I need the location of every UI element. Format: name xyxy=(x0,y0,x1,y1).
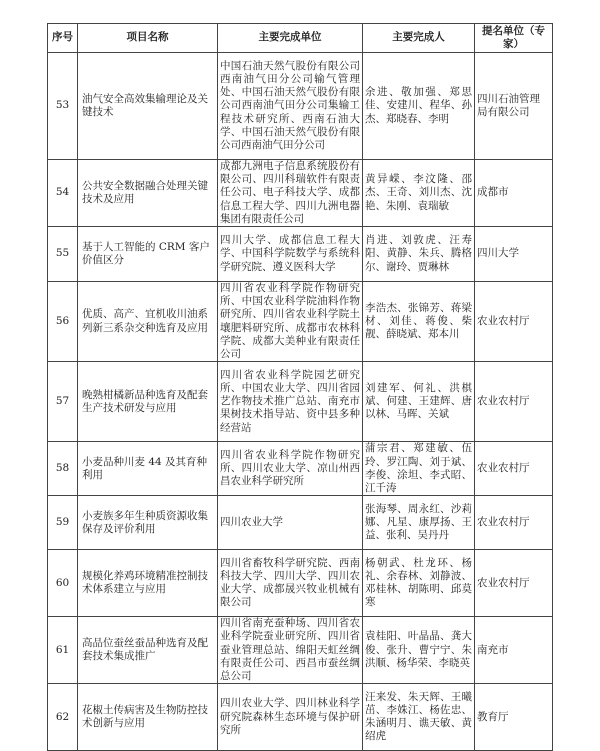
project-name: 公共安全数据融合处理关键技术及应用 xyxy=(78,160,218,227)
nominating-unit: 成都市 xyxy=(475,160,553,227)
completing-units: 中国石油天然气股份有限公司西南油气田分公司输气管理处、中国石油天然气股份有限公司西南油气田分公司集输工程技术研究所、西南石油大学、中国石油天然气股份有限公司西南油气田分公司 xyxy=(218,53,363,160)
project-name: 晚熟柑橘新品种选育及配套生产技术研发与应用 xyxy=(78,362,218,442)
completing-people: 刘建军、何礼、洪棋斌、何建、王建辉、唐以林、马晖、关斌 xyxy=(363,362,475,442)
row-number: 53 xyxy=(48,53,78,160)
completing-units: 四川农业大学 xyxy=(218,496,363,550)
nominating-unit: 农业农村厅 xyxy=(475,362,553,442)
completing-units: 四川省畜牧科学研究院、西南科技大学、四川大学、四川农业大学、成都晟兴牧业机械有限公司 xyxy=(218,550,363,617)
table-row xyxy=(48,362,553,442)
completing-units: 四川省农业科学院作物研究所、中国农业科学院油料作物研究所、四川省农业科学院土壤肥料研究所、成都市农林科学院、成都大美种业有限责任公司 xyxy=(218,282,363,362)
header-row xyxy=(48,24,553,53)
document-page xyxy=(47,23,553,751)
nominating-unit: 南充市 xyxy=(475,617,553,684)
completing-people: 杨朝武、杜龙环、杨礼、余春林、刘静波、邓桂林、胡陈明、邱莫寒 xyxy=(363,550,475,617)
project-name: 油气安全高效集输理论及关键技术 xyxy=(78,53,218,160)
table-row xyxy=(48,496,553,550)
header-no: 序号 xyxy=(48,24,78,53)
completing-units: 四川省农业科学院作物研究所、四川农业大学、凉山州西昌农业科学研究所 xyxy=(218,442,363,496)
completing-people: 汪来发、朱天辉、王曦茁、李姝江、杨佐忠、朱涵明月、谯天敏、黄绍虎 xyxy=(363,684,475,751)
completing-people: 黄异嵘、李汶隆、邵杰、王奇、刘川杰、沈艳、朱刚、袁瑞敏 xyxy=(363,160,475,227)
completing-people: 李浩杰、张锦芳、蒋梁材、刘佳、蒋俊、柴靓、薛晓斌、郑本川 xyxy=(363,282,475,362)
header-units: 主要完成单位 xyxy=(218,24,363,53)
completing-units: 四川大学、成都信息工程大学、中国科学院数学与系统科学研究院、遵义医科大学 xyxy=(218,227,363,282)
table-row xyxy=(48,282,553,362)
row-number: 56 xyxy=(48,282,78,362)
row-number: 55 xyxy=(48,227,78,282)
table-row xyxy=(48,227,553,282)
project-name: 基于人工智能的 CRM 客户价值区分 xyxy=(78,227,218,282)
table-row xyxy=(48,160,553,227)
nominating-unit: 农业农村厅 xyxy=(475,550,553,617)
row-number: 62 xyxy=(48,684,78,751)
row-number: 54 xyxy=(48,160,78,227)
table-row xyxy=(48,550,553,617)
completing-people: 袁桂阳、叶晶晶、龚大俊、张升、曹宁宁、朱洪顺、杨华荣、李晓英 xyxy=(363,617,475,684)
project-name: 优质、高产、宜机收川油系列新三系杂交种选育及应用 xyxy=(78,282,218,362)
completing-people: 肖进、刘敦虎、汪寿阳、黄静、朱兵、腾格尔、谢玲、贾琳林 xyxy=(363,227,475,282)
table-row xyxy=(48,617,553,684)
completing-units: 四川省农业科学院园艺研究所、中国农业大学、四川省园艺作物技术推广总站、南充市果树技术指导站、资中县多种经营站 xyxy=(218,362,363,442)
completing-units: 成都九洲电子信息系统股份有限公司、四川科瑞软件有限责任公司、电子科技大学、成都信息工程大学、四川九洲电器集团有限责任公司 xyxy=(218,160,363,227)
table-row xyxy=(48,684,553,751)
header-nominator: 提名单位（专家） xyxy=(475,24,553,53)
project-name: 高品位蚕丝蚕品种选育及配套技术集成推广 xyxy=(78,617,218,684)
project-name: 小麦族多年生种质资源收集保存及评价利用 xyxy=(78,496,218,550)
completing-units: 四川省南充蚕种场、四川省农业科学院蚕业研究所、四川省蚕业管理总站、绵阳天虹丝绸有限责任公司、西昌市蚕丝绸总公司 xyxy=(218,617,363,684)
completing-people: 蒲宗君、郑建敏、伍玲、罗江陶、刘于斌、李俊、涂坦、李式昭、江千涛 xyxy=(363,442,475,496)
nominating-unit: 教育厅 xyxy=(475,684,553,751)
row-number: 58 xyxy=(48,442,78,496)
completing-units: 四川农业大学、四川林业科学研究院森林生态环境与保护研究所 xyxy=(218,684,363,751)
project-name: 小麦品种川麦 44 及其育种利用 xyxy=(78,442,218,496)
table-row xyxy=(48,53,553,160)
completing-people: 张海琴、周永红、沙莉娜、凡星、康厚扬、王益、张利、吴丹丹 xyxy=(363,496,475,550)
table-row xyxy=(48,442,553,496)
nominating-unit: 农业农村厅 xyxy=(475,442,553,496)
nominating-unit: 四川大学 xyxy=(475,227,553,282)
row-number: 59 xyxy=(48,496,78,550)
project-name: 花椒土传病害及生物防控技术创新与应用 xyxy=(78,684,218,751)
award-table xyxy=(47,23,553,751)
row-number: 57 xyxy=(48,362,78,442)
header-people: 主要完成人 xyxy=(363,24,475,53)
row-number: 60 xyxy=(48,550,78,617)
completing-people: 余进、敬加强、郑思佳、安建川、程华、孙杰、郑晓春、李明 xyxy=(363,53,475,160)
project-name: 规模化养鸡环境精准控制技术体系建立与应用 xyxy=(78,550,218,617)
nominating-unit: 农业农村厅 xyxy=(475,496,553,550)
nominating-unit: 农业农村厅 xyxy=(475,282,553,362)
row-number: 61 xyxy=(48,617,78,684)
header-project: 项目名称 xyxy=(78,24,218,53)
nominating-unit: 四川石油管理局有限公司 xyxy=(475,53,553,160)
